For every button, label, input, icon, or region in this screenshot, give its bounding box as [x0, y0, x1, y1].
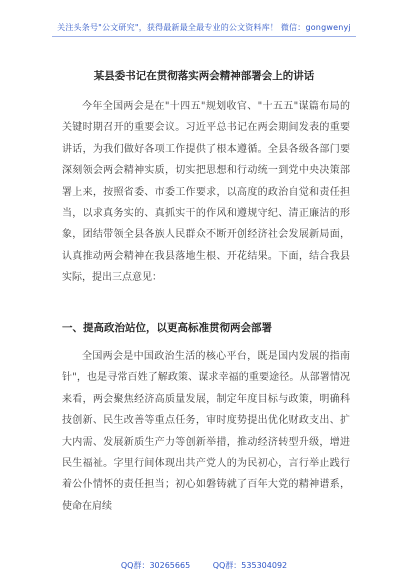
footer-banner	[0, 560, 408, 571]
paragraph-intro: 今年全国两会是在"十四五"规划收官、"十五五"谋篇布局的关键时期召开的重要会议。习近平总书记在两会期间发表的重要讲话，为我们做好各项工作提供了根本遵循。全县各级各部门要深刻领会两会精神实质，切实把思想和行动统一到党中央决策部署上来，按照省委、市委工作要求，以高度的政治自觉和责任担当，以求真务实的、真抓实干的作风和遵规守纪、清正廉洁的形象，团结带领全县各族人民群众不断开创经济社会发展新局面，认真推动两会精神在我县落地生根、开花结果。下面，结合我县实际，提出三点意见：	[62, 101, 350, 284]
footer-qq-group-1: QQ群：30265665	[120, 561, 191, 570]
footer-qq-group-2: QQ群：535304092	[212, 561, 288, 570]
section-heading-1: 一、提高政治站位，以更高标准贯彻两会部署	[62, 322, 272, 334]
document-title: 某县委书记在贯彻落实两会精神部署会上的讲话	[93, 70, 315, 82]
header-divider	[52, 36, 356, 37]
paragraph-section-1: 全国两会是中国政治生活的核心平台，既是国内发展的指南针"，也是寻常百姓了解政策、谋求幸福的重要途径。从部署情况来看，两会聚焦经济高质量发展，制定年度目标与政策，明确科技创新、民生改善等重点任务，审时度势提出优化财政支出、扩大内需、发展新质生产力等创新举措，推动经济转型升级，增进民生福祉。字里行间体现出共产党人的为民初心，言行举止践行着公仆情怀的责任担当；初心如磐铸就了百年大党的精神谱系，使命在肩续	[62, 351, 350, 512]
header-banner: 关注头条号"公文研究"，获得最新最全最专业的公文资料库！ 微信：gongwenyj	[57, 23, 351, 32]
